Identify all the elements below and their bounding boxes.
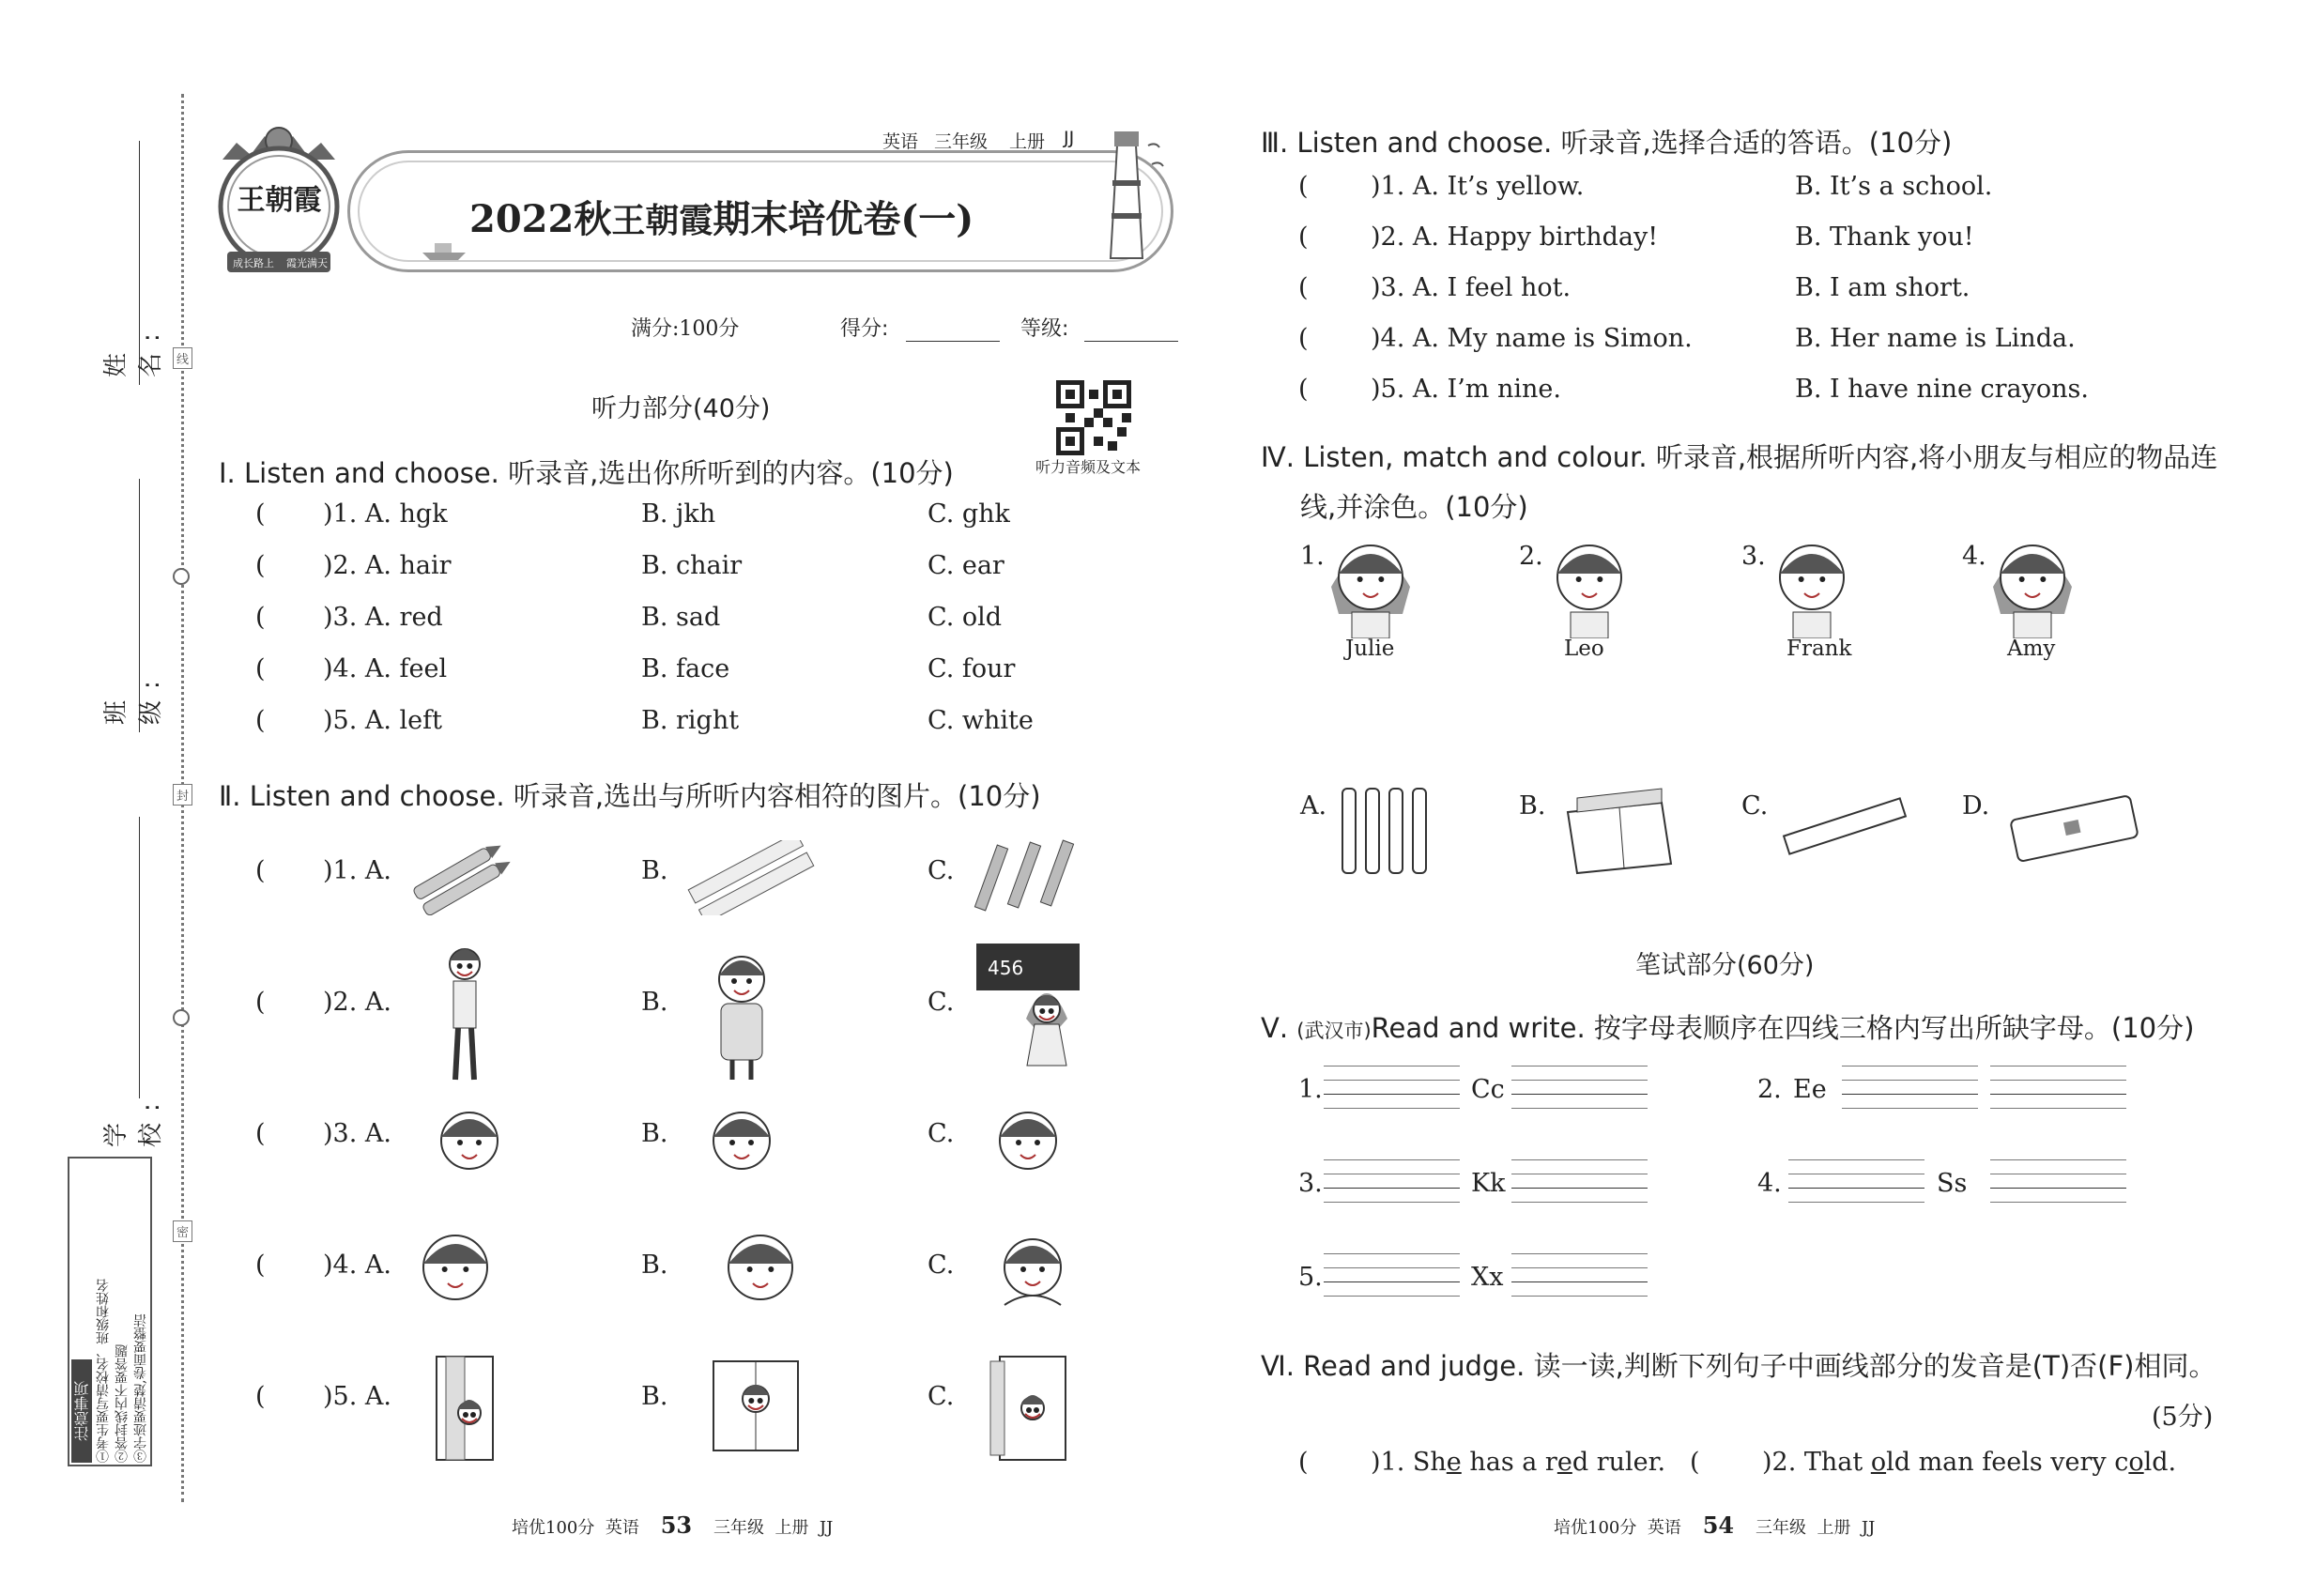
boy-cold-picture[interactable]	[986, 1220, 1080, 1327]
four-line-grid[interactable]	[1511, 1253, 1648, 1254]
full-score: 满分:100分	[631, 317, 740, 341]
four-line-grid[interactable]	[1324, 1159, 1460, 1160]
logo-slogan: 成长路上	[233, 257, 274, 269]
section-4-title-line2: 线,并涂色。(10分)	[1300, 491, 1528, 523]
s2-option-c[interactable]: C.	[928, 1119, 955, 1148]
s4-kid-number: 4.	[1962, 542, 1986, 571]
s6-item-1: )1. She has a red ruler.	[1371, 1448, 1666, 1477]
s4-object-label: A.	[1300, 791, 1327, 821]
four-line-grid[interactable]	[1842, 1108, 1978, 1109]
name-write-line[interactable]	[139, 141, 140, 385]
s2-option-c[interactable]: C.	[928, 1382, 955, 1411]
s5-given-letter: Kk	[1471, 1169, 1506, 1198]
four-line-grid[interactable]	[1324, 1094, 1460, 1095]
s2-option-b[interactable]: B.	[641, 988, 668, 1017]
s6-paren: (	[1298, 1448, 1309, 1477]
s5-row-number: 1.	[1298, 1075, 1323, 1104]
s1-option-a[interactable]: )5. A. left	[323, 706, 442, 735]
boat-icon	[421, 239, 468, 263]
footer-right: 培优100分 英语 54 三年级 上册 JJ	[1554, 1512, 1876, 1539]
note-item: ①考生要写清校名、班级和姓名	[96, 1279, 111, 1463]
four-line-grid[interactable]	[1511, 1267, 1648, 1268]
s1-option-c[interactable]: C. white	[928, 706, 1034, 735]
s2-option-b[interactable]: B.	[641, 1119, 668, 1148]
binding-hole-icon	[173, 1009, 190, 1026]
section-5-text: Read and write. 按字母表顺序在四线三格内写出所缺字母。(10分)	[1371, 1012, 2195, 1044]
s1-paren: (	[255, 551, 266, 580]
s2-option-c[interactable]: C.	[928, 1251, 955, 1280]
s6-item-2: )2. That old man feels very cold.	[1762, 1448, 2177, 1477]
section-2-title: Ⅱ. Listen and choose. 听录音,选出与所听内容相符的图片。(10分)	[219, 780, 1041, 812]
title-brand: 王朝霞	[611, 201, 713, 240]
s3-option-b[interactable]: B. Thank you!	[1795, 223, 1974, 252]
s2-option-c[interactable]: C.	[928, 988, 955, 1017]
section-6-title: Ⅵ. Read and judge. 读一读,判断下列句子中画线部分的发音是(T)否(F)相同。	[1261, 1350, 2216, 1382]
qr-caption: 听力音频及文本	[1035, 458, 1142, 476]
markers-picture[interactable]	[1333, 779, 1436, 886]
s4-object-label: D.	[1962, 791, 1990, 821]
s2-option-a[interactable]: )2. A.	[323, 988, 391, 1017]
page-title	[469, 190, 974, 243]
s1-paren: (	[255, 499, 266, 529]
four-line-grid[interactable]	[1990, 1202, 2126, 1203]
books-picture[interactable]	[1558, 784, 1680, 882]
s3-option-a[interactable]: )2. A. Happy birthday!	[1371, 223, 1659, 252]
s4-object-label: B.	[1519, 791, 1546, 821]
s2-option-a[interactable]: )5. A.	[323, 1382, 391, 1411]
section-4-title: Ⅳ. Listen, match and colour. 听录音,根据所听内容,将小朋友与相应的物品连	[1261, 441, 2218, 473]
s4-kid-name: Frank	[1786, 637, 1852, 661]
four-line-grid[interactable]	[1511, 1159, 1648, 1160]
four-line-grid[interactable]	[1511, 1202, 1648, 1203]
s1-option-a[interactable]: )2. A. hair	[323, 551, 452, 580]
class-write-line[interactable]	[139, 479, 140, 732]
s4-kid-number: 2.	[1519, 542, 1543, 571]
page-number: 53	[660, 1512, 693, 1539]
four-line-grid[interactable]	[1842, 1080, 1978, 1081]
four-line-grid[interactable]	[1990, 1159, 2126, 1160]
logo-slogan: 霞光满天	[286, 257, 328, 269]
s3-paren: (	[1298, 324, 1309, 353]
four-line-grid[interactable]	[1788, 1188, 1924, 1189]
s4-kid-picture[interactable]	[1324, 526, 1418, 642]
four-line-grid[interactable]	[1511, 1296, 1648, 1297]
s1-option-c[interactable]: C. ghk	[928, 499, 1010, 529]
cut-mark-secret: 密	[173, 1220, 192, 1242]
s5-row-number: 4.	[1757, 1169, 1782, 1198]
four-line-grid[interactable]	[1990, 1080, 2126, 1081]
writing-title: 笔试部分(60分)	[1635, 951, 1815, 980]
four-line-grid[interactable]	[1842, 1094, 1978, 1095]
section-3-title: Ⅲ. Listen and choose. 听录音,选择合适的答语。(10分)	[1261, 127, 1953, 159]
cut-mark-line: 线	[173, 347, 192, 369]
four-line-grid[interactable]	[1990, 1066, 2126, 1067]
four-line-grid[interactable]	[1990, 1108, 2126, 1109]
four-line-grid[interactable]	[1511, 1188, 1648, 1189]
meta-edition: JJ	[1064, 128, 1075, 148]
s3-option-a[interactable]: )4. A. My name is Simon.	[1371, 324, 1693, 353]
section-5-title	[1261, 1007, 2194, 1046]
meta-grade: 三年级	[934, 131, 989, 152]
four-line-grid[interactable]	[1511, 1094, 1648, 1095]
s4-kid-number: 1.	[1300, 542, 1325, 571]
s1-paren: (	[255, 654, 266, 683]
s5-given-letter: Xx	[1471, 1263, 1504, 1292]
binding-hole-icon	[173, 568, 190, 585]
note-item: ③字迹要清楚,卷面要整洁	[133, 1313, 148, 1463]
s1-paren: (	[255, 603, 266, 632]
s3-option-b[interactable]: B. It’s a school.	[1795, 172, 1993, 201]
s5-given-letter: Ee	[1793, 1075, 1827, 1104]
page-number: 54	[1702, 1512, 1735, 1539]
section-1-title: Ⅰ. Listen and choose. 听录音,选出你所听到的内容。(10分)	[219, 457, 954, 489]
s2-paren: (	[255, 988, 266, 1017]
boy-glasses-picture[interactable]	[427, 1094, 512, 1201]
s2-paren: (	[255, 856, 266, 885]
four-line-grid[interactable]	[1990, 1188, 2126, 1189]
s5-row-number: 3.	[1298, 1169, 1323, 1198]
four-line-grid[interactable]	[1842, 1066, 1978, 1067]
four-line-grid[interactable]	[1324, 1188, 1460, 1189]
section-5-tag: (武汉市)	[1296, 1020, 1372, 1042]
s2-option-a[interactable]: )4. A.	[323, 1251, 391, 1280]
name-label: 姓 名:	[102, 322, 165, 377]
grade-label: 等级:	[1020, 317, 1069, 341]
school-label: 学 校:	[102, 1092, 165, 1147]
s1-option-a[interactable]: )3. A. red	[323, 603, 443, 632]
four-line-grid[interactable]	[1324, 1202, 1460, 1203]
s2-paren: (	[255, 1251, 266, 1280]
s1-option-a[interactable]: )1. A. hgk	[323, 499, 448, 529]
note-item: ②答封线内不要答题	[115, 1344, 130, 1463]
s6-paren: (	[1690, 1448, 1700, 1477]
crayons-picture[interactable]	[404, 840, 516, 919]
meta-volume: 上册	[1009, 131, 1046, 152]
s1-option-b[interactable]: B. chair	[641, 551, 743, 580]
title-prefix: 2022秋	[469, 197, 612, 241]
meta-subject: 英语	[882, 131, 919, 152]
s3-paren: (	[1298, 375, 1309, 404]
tall-man-picture[interactable]	[427, 944, 502, 1088]
s3-paren: (	[1298, 172, 1309, 201]
school-write-line[interactable]	[139, 817, 140, 1098]
teacher-board-picture[interactable]	[976, 944, 1089, 1088]
s2-option-b[interactable]: B.	[641, 856, 668, 885]
four-line-grid[interactable]	[1324, 1267, 1460, 1268]
boy-door-picture[interactable]	[981, 1352, 1075, 1468]
four-line-grid[interactable]	[1511, 1066, 1648, 1067]
s3-option-b[interactable]: B. Her name is Linda.	[1795, 324, 2076, 353]
s5-given-letter: Ss	[1937, 1169, 1968, 1198]
open-door-picture[interactable]	[427, 1352, 502, 1468]
ruler-picture[interactable]	[1779, 793, 1910, 863]
s4-kid-number: 3.	[1741, 542, 1766, 571]
s1-option-b[interactable]: B. face	[641, 654, 730, 683]
s4-kid-name: Leo	[1564, 637, 1604, 661]
s4-kid-picture[interactable]	[1765, 526, 1859, 642]
section-6-score: (5分)	[2152, 1403, 2214, 1432]
s2-option-a[interactable]: )3. A.	[323, 1119, 391, 1148]
boy-talking-picture[interactable]	[709, 1220, 812, 1327]
s1-option-b[interactable]: B. jkh	[641, 499, 716, 529]
cut-mark-seal: 封	[173, 784, 192, 806]
s2-option-b[interactable]: B.	[641, 1382, 668, 1411]
s5-row-number: 2.	[1757, 1075, 1782, 1104]
notes-title: 注意事项	[71, 1359, 92, 1463]
svg-text:456: 456	[988, 957, 1024, 979]
s2-paren: (	[255, 1119, 266, 1148]
four-line-grid[interactable]	[1324, 1066, 1460, 1067]
rulers-picture[interactable]	[685, 840, 817, 919]
section-5-num: Ⅴ.	[1261, 1012, 1297, 1044]
s3-option-b[interactable]: B. I am short.	[1795, 273, 1970, 302]
boy-sad-picture[interactable]	[986, 1094, 1070, 1201]
four-line-grid[interactable]	[1324, 1108, 1460, 1109]
old-man-picture[interactable]	[695, 944, 789, 1088]
s1-option-c[interactable]: C. ear	[928, 551, 1004, 580]
pencil-box-picture[interactable]	[2004, 789, 2145, 877]
s4-kid-picture[interactable]	[1542, 526, 1636, 642]
qr-code-icon	[1056, 380, 1131, 455]
four-line-grid[interactable]	[1511, 1108, 1648, 1109]
s3-paren: (	[1298, 223, 1309, 252]
s2-paren: (	[255, 1382, 266, 1411]
pencils-picture[interactable]	[972, 831, 1084, 928]
s5-given-letter: Cc	[1471, 1075, 1505, 1104]
logo-text: 王朝霞	[237, 184, 322, 217]
four-line-grid[interactable]	[1324, 1296, 1460, 1297]
boy-thinking-picture[interactable]	[699, 1094, 784, 1201]
s2-option-b[interactable]: B.	[641, 1251, 668, 1280]
boy-smiling-picture[interactable]	[404, 1220, 507, 1327]
s1-option-b[interactable]: B. sad	[641, 603, 721, 632]
s3-option-a[interactable]: )3. A. I feel hot.	[1371, 273, 1572, 302]
s2-option-c[interactable]: C.	[928, 856, 955, 885]
four-line-grid[interactable]	[1324, 1080, 1460, 1081]
s3-option-a[interactable]: )1. A. It’s yellow.	[1371, 172, 1585, 201]
s4-kid-picture[interactable]	[1986, 526, 2079, 642]
s3-option-a[interactable]: )5. A. I’m nine.	[1371, 375, 1561, 404]
listening-title: 听力部分(40分)	[591, 394, 771, 423]
s2-option-a[interactable]: )1. A.	[323, 856, 391, 885]
four-line-grid[interactable]	[1788, 1202, 1924, 1203]
four-line-grid[interactable]	[1324, 1281, 1460, 1282]
title-suffix: 期末培优卷(一)	[713, 197, 974, 241]
window-picture[interactable]	[699, 1352, 812, 1468]
s4-kid-name: Julie	[1345, 637, 1395, 661]
s5-row-number: 5.	[1298, 1263, 1323, 1292]
s1-option-c[interactable]: C. four	[928, 654, 1016, 683]
s4-kid-name: Amy	[2007, 637, 2056, 661]
four-line-grid[interactable]	[1324, 1253, 1460, 1254]
class-label: 班 级:	[102, 669, 165, 725]
lighthouse-icon	[1084, 127, 1169, 268]
four-line-grid[interactable]	[1990, 1094, 2126, 1095]
s3-paren: (	[1298, 273, 1309, 302]
s1-paren: (	[255, 706, 266, 735]
footer-left: 培优100分 英语 53 三年级 上册 JJ	[512, 1512, 834, 1539]
four-line-grid[interactable]	[1511, 1080, 1648, 1081]
four-line-grid[interactable]	[1511, 1281, 1648, 1282]
s4-object-label: C.	[1741, 791, 1769, 821]
notes-box	[68, 1157, 152, 1466]
score-field[interactable]	[906, 341, 1000, 342]
four-line-grid[interactable]	[1788, 1159, 1924, 1160]
s1-option-c[interactable]: C. old	[928, 603, 1003, 632]
s3-option-b[interactable]: B. I have nine crayons.	[1795, 375, 2089, 404]
grade-field[interactable]	[1084, 341, 1178, 342]
s1-option-b[interactable]: B. right	[641, 706, 740, 735]
s1-option-a[interactable]: )4. A. feel	[323, 654, 448, 683]
score-label: 得分:	[840, 317, 889, 341]
